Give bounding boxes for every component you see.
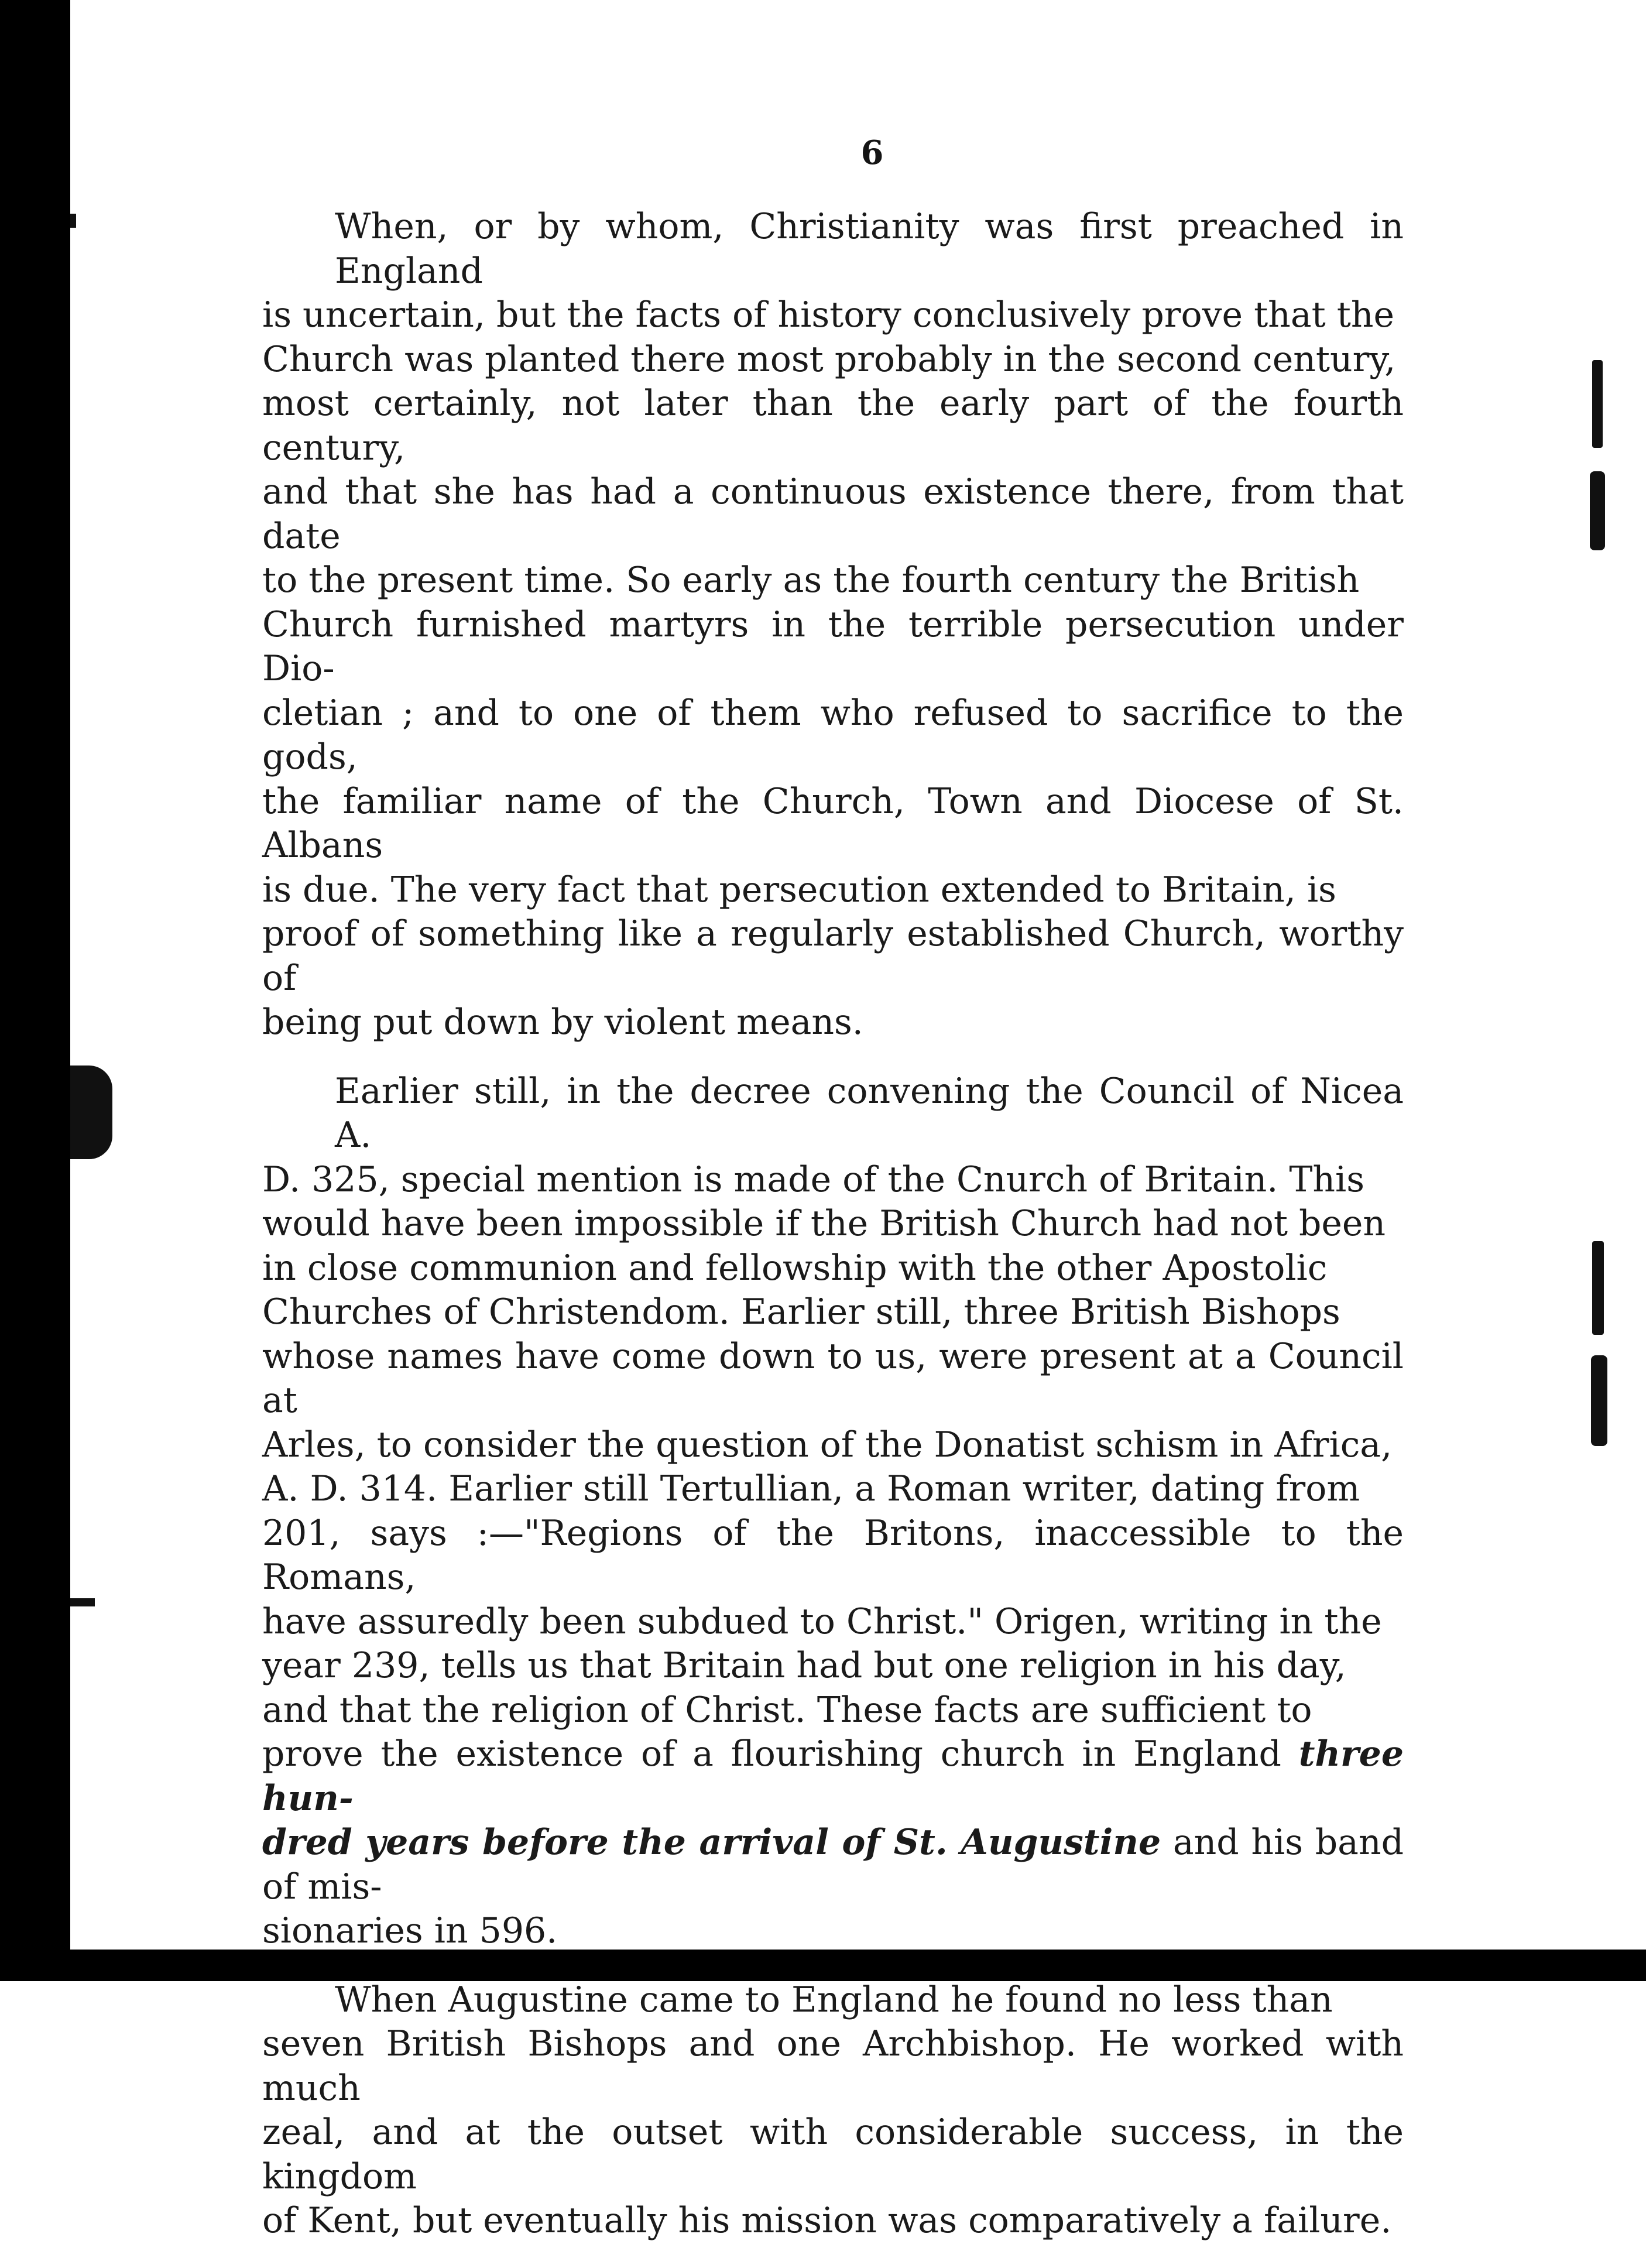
text-line: zeal, and at the outset with considerable success, in the kingdom xyxy=(262,2112,1404,2197)
text-line: being put down by violent means. xyxy=(262,1002,863,1043)
text-line: seven British Bishops and one Archbishop. He worked with much xyxy=(262,2023,1404,2109)
text-line: in close communion and fellowship with the other Apostolic xyxy=(262,1247,1328,1289)
text-line: and that the religion of Christ. These facts are sufficient to xyxy=(262,1689,1312,1731)
text-run: and his band of mis- xyxy=(262,1822,1404,1907)
book-page xyxy=(70,0,1646,2241)
text-line: whose names have come down to us, were present at a Council at xyxy=(262,1335,1404,1421)
text-line: sionaries in 596. xyxy=(262,1910,558,1951)
text-line: Earlier still, in the decree convening the Council of Nicea A. xyxy=(335,1070,1404,1156)
text-line: of Kent, but eventually his mission was comparatively a failure. xyxy=(262,2200,1392,2241)
text-line: year 239, tells us that Britain had but one religion in his day, xyxy=(262,1645,1346,1686)
text-line: D. 325, special mention is made of the Cnurch of Britain. This xyxy=(262,1159,1364,1200)
scan-artifact xyxy=(70,214,76,228)
text-line: is uncertain, but the facts of history conclusively prove that the xyxy=(262,294,1395,335)
text-line xyxy=(262,1732,1404,1821)
text-line: proof of something like a regularly established Church, worthy of xyxy=(262,913,1404,999)
italic-text: dred years before the arrival of St. Augustine xyxy=(262,1822,1161,1863)
text-line: and that she has had a continuous existence there, from that date xyxy=(262,471,1404,557)
text-line: When Augustine came to England he found no less than xyxy=(335,1979,1333,2020)
paragraph-1 xyxy=(262,205,1404,1045)
paragraph-2 xyxy=(262,1070,1404,1954)
text-line: most certainly, not later than the early part of the fourth century, xyxy=(262,383,1404,468)
text-line: to the present time. So early as the fourth century the British xyxy=(262,560,1360,601)
text-line: is due. The very fact that persecution extended to Britain, is xyxy=(262,869,1336,910)
page-number: 6 xyxy=(860,133,884,172)
text-line: Churches of Christendom. Earlier still, three British Bishops xyxy=(262,1291,1340,1332)
text-line: Church was planted there most probably in the second century, xyxy=(262,338,1396,380)
paragraph-3 xyxy=(262,1978,1404,2243)
text-line: would have been impossible if the British Church had not been xyxy=(262,1203,1386,1244)
scan-artifact xyxy=(1592,1241,1604,1335)
text-line: When, or by whom, Christianity was first preached in England xyxy=(335,206,1404,292)
scan-artifact xyxy=(1590,471,1605,550)
text-line: have assuredly been subdued to Christ." Origen, writing in the xyxy=(262,1601,1382,1642)
text-line: Church furnished martyrs in the terrible persecution under Dio- xyxy=(262,604,1404,689)
body-text xyxy=(262,205,1404,2268)
text-line xyxy=(262,1821,1404,1909)
text-line: cletian ; and to one of them who refused to sacrifice to the gods, xyxy=(262,692,1404,777)
text-line: Arles, to consider the question of the Donatist schism in Africa, xyxy=(262,1424,1393,1465)
scan-artifact xyxy=(70,1066,112,1159)
italic-text: three hun- xyxy=(262,1733,1404,1819)
text-line: 201, says :—"Regions of the Britons, inaccessible to the Romans, xyxy=(262,1512,1404,1598)
scan-artifact xyxy=(1592,360,1603,448)
text-line: the familiar name of the Church, Town and Diocese of St. Albans xyxy=(262,780,1404,866)
text-line: A. D. 314. Earlier still Tertullian, a Roman writer, dating from xyxy=(262,1468,1360,1509)
scan-artifact xyxy=(1591,1355,1607,1446)
text-run: prove the existence of a flourishing church in England xyxy=(262,1733,1299,1774)
scan-border-left xyxy=(0,0,70,1981)
scan-artifact xyxy=(70,1598,95,1606)
